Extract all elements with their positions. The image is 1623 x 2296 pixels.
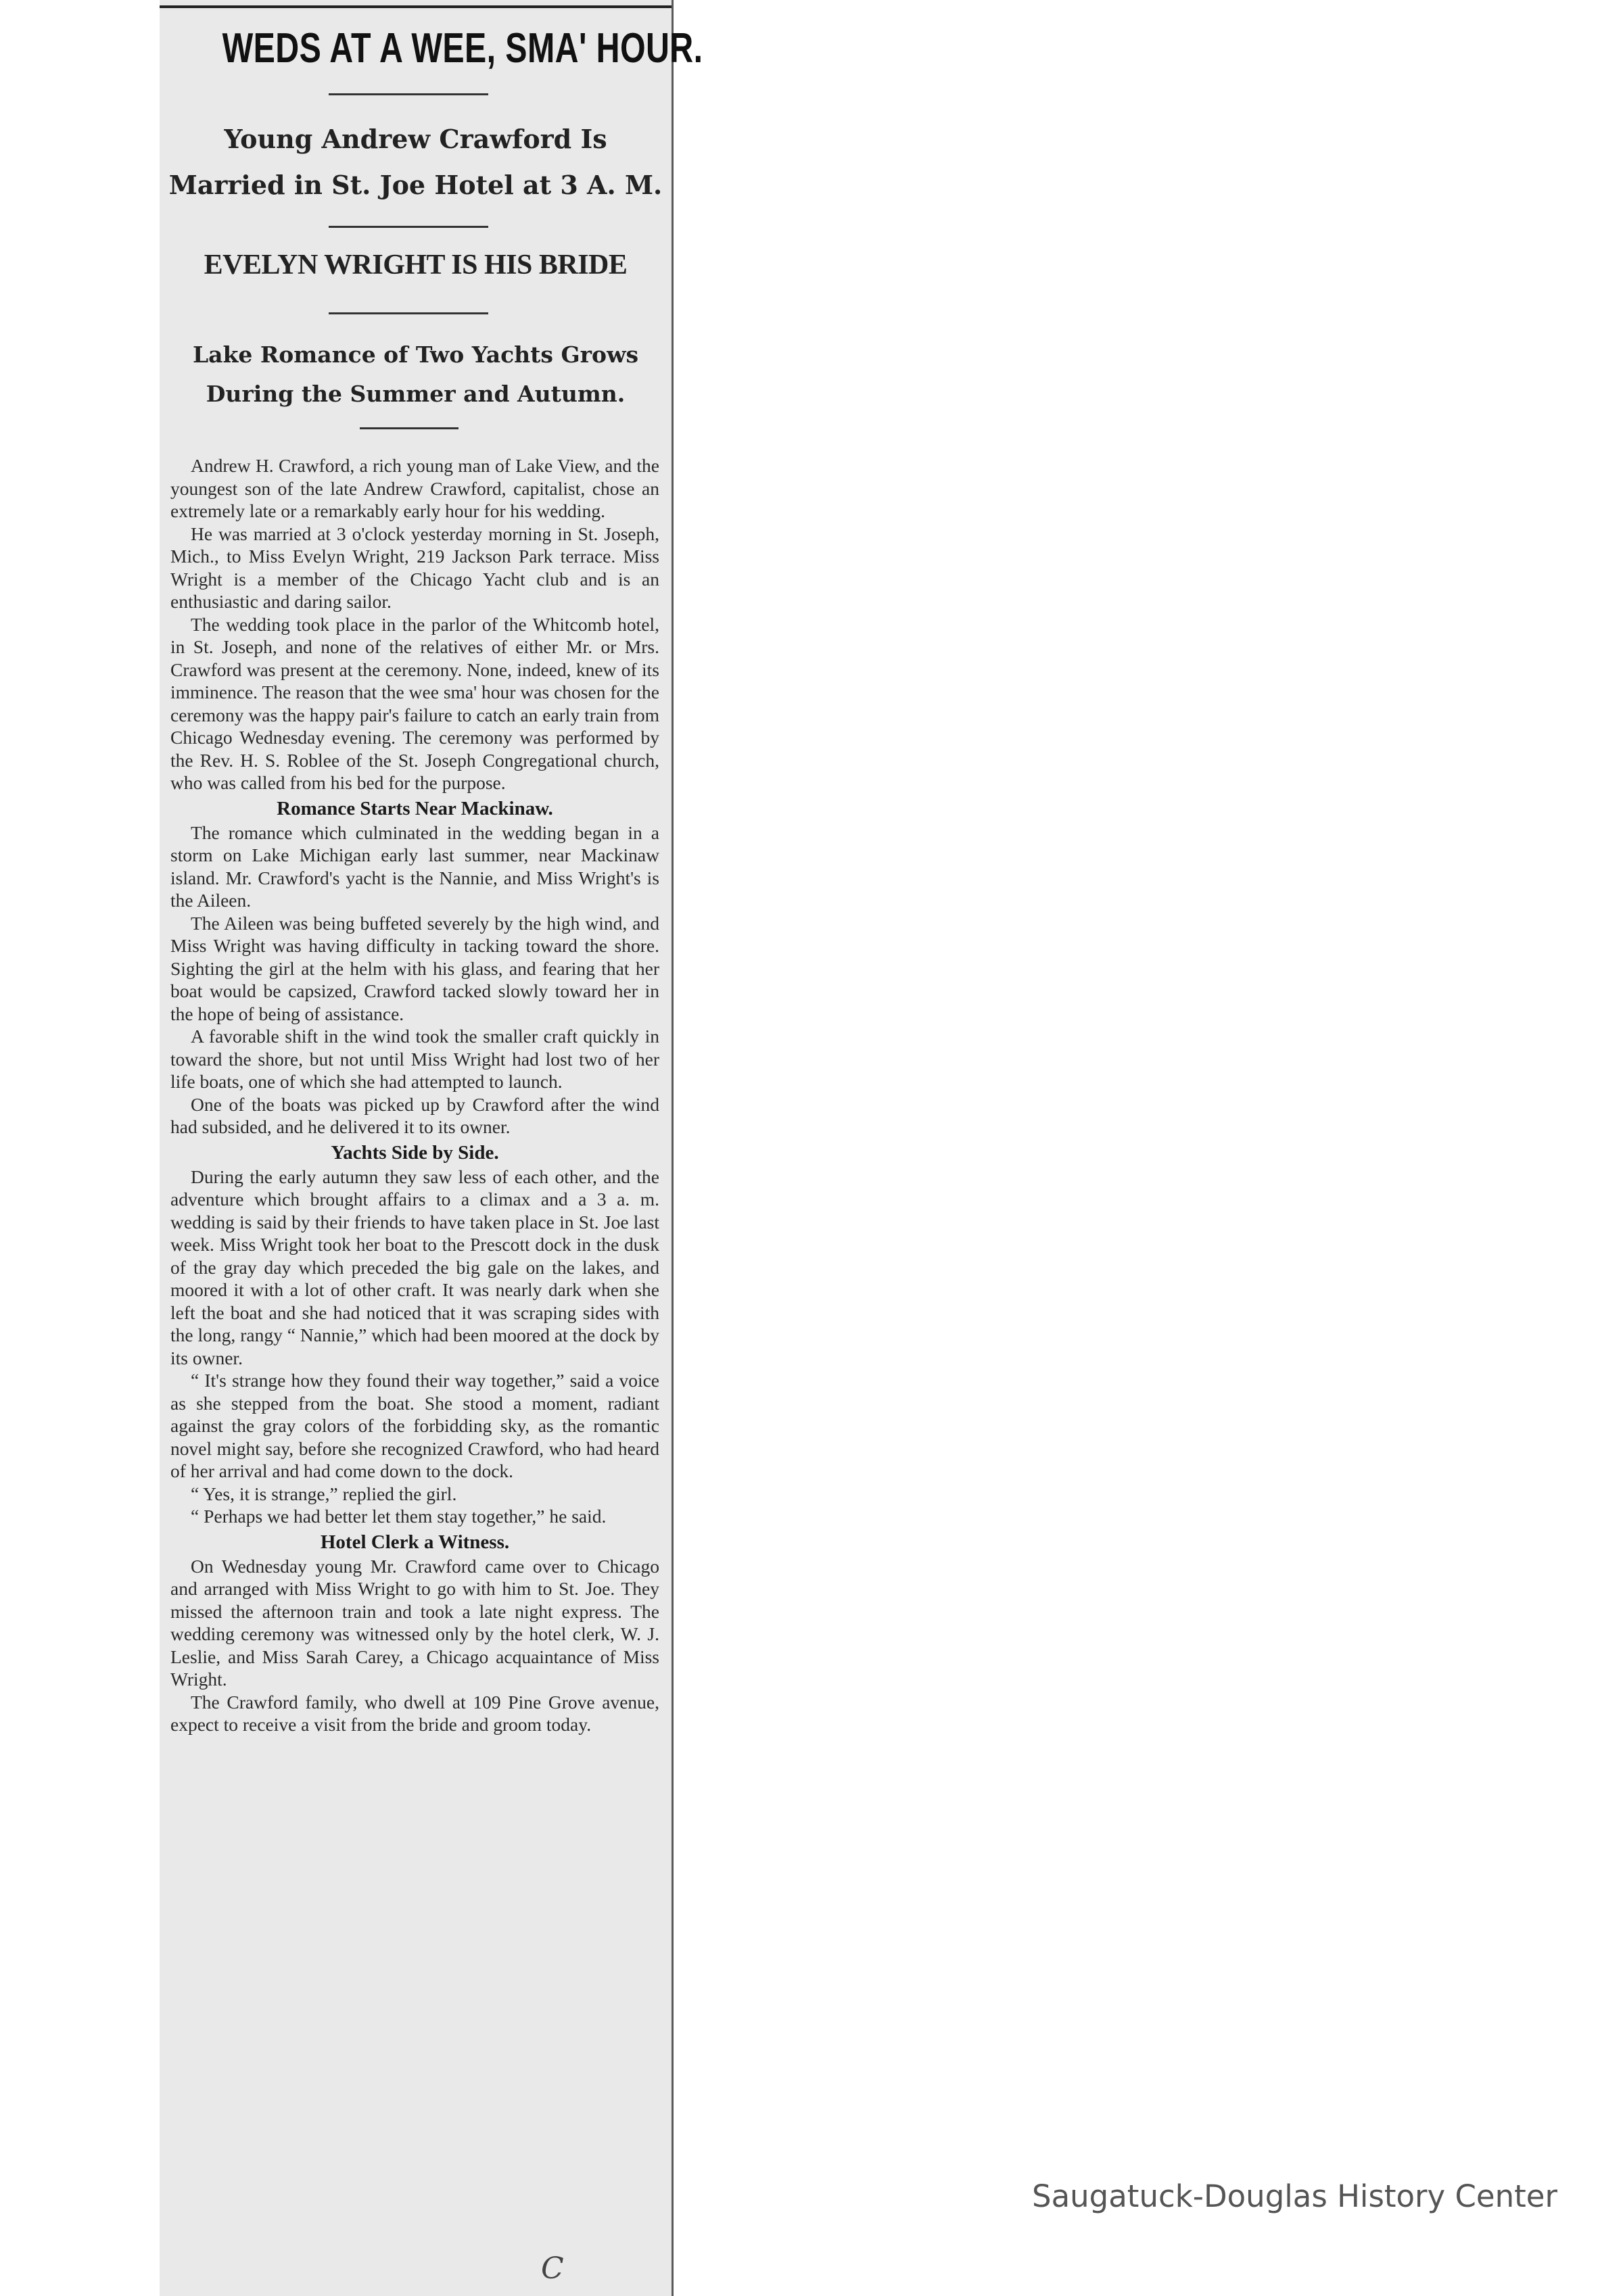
article-paragraph: On Wednesday young Mr. Crawford came over to Chicago and arranged with Miss Wright to go with him to St. Joe. They missed the afternoon train and took a late night express. The wedding ceremony was witnessed only by the hotel clerk, W. J. Leslie, and Miss Sarah Carey, a Chicago acquaintance of Miss Wright.	[170, 1555, 659, 1690]
article-paragraph: During the early autumn they saw less of each other, and the adventure which brought affairs to a climax and a 3 a. m. wedding is said by their friends to have taken place in St. Joe last week. Miss Wright took her boat to the Prescott dock in the dusk of the gray day which preceded the big gale on the lakes, and moored it with a lot of other craft. It was nearly dark when she left the boat and she had noticed that it was scraping sides with the long, rangy “ Nannie,” which had been moored at the dock by its owner.	[170, 1166, 659, 1368]
rule-divider	[360, 427, 458, 429]
article-paragraph: One of the boats was picked up by Crawford after the wind had subsided, and he delivered it to its owner.	[170, 1093, 659, 1137]
article-paragraph: He was married at 3 o'clock yesterday morning in St. Joseph, Mich., to Miss Evelyn Wright, 219 Jackson Park terrace. Miss Wright is a member of the Chicago Yacht club and is an enthusiastic and daring sailor.	[170, 523, 659, 612]
section-heading-yachts: Yachts Side by Side.	[331, 1141, 499, 1164]
article-paragraph: “ Perhaps we had better let them stay together,” he said.	[191, 1506, 607, 1527]
top-rule	[160, 5, 672, 8]
article-body	[170, 454, 659, 1736]
article-paragraph: The wedding took place in the parlor of the Whitcomb hotel, in St. Joseph, and none of the relatives of either Mr. or Mrs. Crawford was present at the ceremony. None, indeed, knew of its imminence. The reason that the wee sma' hour was chosen for the ceremony was the happy pair's failure to catch an early train from Chicago Wednesday evening. The ceremony was performed by the Rev. H. S. Roblee of the St. Joseph Congregational church, who was called from his bed for the purpose.	[170, 613, 659, 793]
newspaper-clipping	[160, 0, 703, 2296]
article-headline: WEDS AT A WEE, SMA' HOUR.	[222, 25, 703, 72]
article-paragraph: “ Yes, it is strange,” replied the girl.	[191, 1483, 457, 1504]
article-paragraph: “ It's strange how they found their way together,” said a voice as she stepped from the boat. She stood a moment, radiant against the gray colors of the forbidding sky, as the romantic novel might say, before she recognized Crawford, who had heard of her arrival and had come down to the dock.	[170, 1370, 659, 1481]
article-paragraph: Andrew H. Crawford, a rich young man of Lake View, and the youngest son of the late Andrew Crawford, capitalist, chose an extremely late or a remarkably early hour for his wedding.	[170, 455, 659, 521]
article-paragraph: The romance which culminated in the wedding began in a storm on Lake Michigan early last summer, near Mackinaw island. Mr. Crawford's yacht is the Nannie, and Miss Wright's is the Aileen.	[170, 821, 659, 911]
article-paragraph: A favorable shift in the wind took the smaller craft quickly in toward the shore, but not until Miss Wright had lost two of her life boats, one of which she had attempted to launch.	[170, 1026, 659, 1092]
rule-divider	[329, 226, 488, 228]
article-subhead-2: EVELYN WRIGHT IS HIS BRIDE	[204, 249, 628, 281]
article-paragraph: The Aileen was being buffeted severely by the high wind, and Miss Wright was having difficulty in tacking toward the shore. Sighting the girl at the helm with his glass, and fearing that her boat would be capsized, Crawford tacked slowly toward her in the hope of being of assistance.	[170, 912, 659, 1024]
rule-divider	[329, 93, 488, 95]
article-paragraph: The Crawford family, who dwell at 109 Pine Grove avenue, expect to receive a visit from the bride and groom today.	[170, 1691, 659, 1735]
rule-divider	[329, 312, 488, 314]
section-heading-witness: Hotel Clerk a Witness.	[320, 1531, 510, 1553]
article-subhead-1: Young Andrew Crawford Is Married in St. Joe Hotel at 3 A. M.	[168, 124, 663, 200]
section-heading-romance: Romance Starts Near Mackinaw.	[277, 797, 553, 819]
page-mark-glyph: 𝐶	[541, 2251, 564, 2286]
source-credit: Saugatuck-Douglas History Center	[1032, 2178, 1557, 2214]
article-subhead-3: Lake Romance of Two Yachts Grows During the Summer and Autumn.	[192, 341, 639, 407]
